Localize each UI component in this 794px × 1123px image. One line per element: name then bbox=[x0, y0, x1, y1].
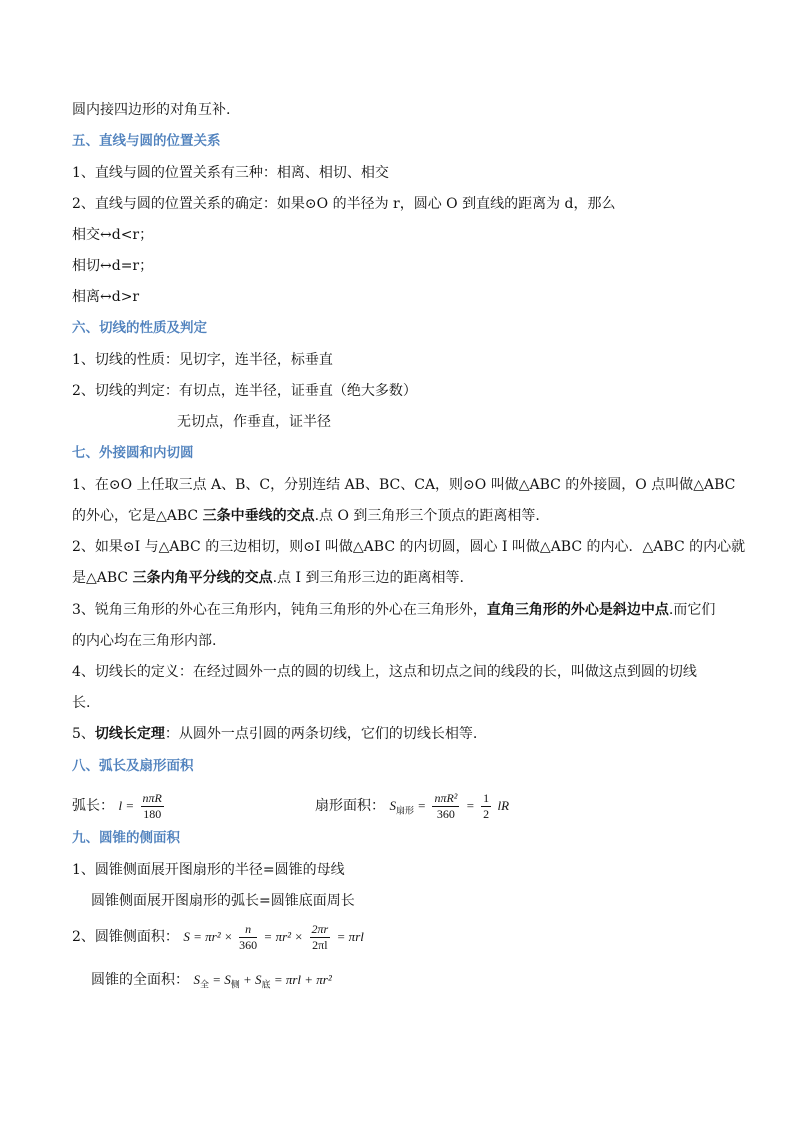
denominator: 180 bbox=[143, 806, 162, 821]
denominator: 360 bbox=[239, 937, 258, 952]
fraction bbox=[310, 922, 331, 953]
denominator: 360 bbox=[436, 806, 455, 821]
text-line bbox=[72, 724, 477, 744]
bold-text: 三条内角平分线的交点 bbox=[132, 570, 273, 586]
text-span: ：从圆外一点引圆的两条切线，它们的切线长相等. bbox=[164, 726, 478, 742]
math-text: + S bbox=[243, 972, 262, 987]
text-span: 的外心，它是△ABC bbox=[72, 508, 203, 524]
arc-length-formula bbox=[72, 790, 166, 822]
text-line: 2、直线与圆的位置关系的确定：如果⊙O 的半径为 r，圆心 O 到直线的距离为 d，那么 bbox=[72, 196, 616, 212]
sector-area-label: 扇形面积： bbox=[315, 798, 385, 814]
math-text: = S bbox=[212, 972, 231, 987]
sector-area-formula bbox=[315, 790, 509, 827]
text-line: 圆锥侧面展开图扇形的弧长=圆锥底面周长 bbox=[91, 893, 355, 909]
bold-text: 直角三角形的外心是斜边中点 bbox=[486, 602, 669, 618]
subscript: 扇形 bbox=[395, 805, 414, 816]
text-span: 5、 bbox=[72, 726, 95, 742]
text-line bbox=[72, 506, 540, 526]
text-line: 4、切线长的定义：在经过圆外一点的圆的切线上，这点和切点之间的线段的长，叫做这点到圆的切线 bbox=[72, 664, 697, 680]
bold-text: 切线长定理 bbox=[94, 726, 165, 742]
subscript: 侧 bbox=[230, 979, 240, 990]
text-line: 的内心均在三角形内部. bbox=[72, 633, 217, 649]
numerator: 1 bbox=[483, 790, 490, 805]
numerator: n bbox=[239, 922, 257, 938]
numerator: 2πr bbox=[311, 921, 329, 936]
math-text: l = bbox=[118, 798, 135, 813]
lateral-area-formula bbox=[72, 920, 364, 954]
math-text: = πrl + πr² bbox=[273, 972, 332, 987]
math-text bbox=[193, 972, 332, 990]
fraction bbox=[432, 791, 459, 822]
text-line: 2、如果⊙I 与△ABC 的三边相切，则⊙I 叫做△ABC 的内切圆，圆心 I 叫做△ABC 的内心．△ABC 的内心就 bbox=[72, 539, 746, 555]
text-line: 1、在⊙O 上任取三点 A、B、C，分别连结 AB、BC、CA，则⊙O 叫做△ABC 的外接圆，O 点叫做△ABC bbox=[72, 477, 736, 493]
text-line: 相切↔d=r； bbox=[72, 258, 154, 274]
text-span: .而它们 bbox=[668, 602, 716, 618]
math-symbol: S bbox=[389, 798, 396, 813]
text-line: 1、圆锥侧面展开图扇形的半径=圆锥的母线 bbox=[72, 862, 345, 878]
text-line bbox=[72, 600, 715, 620]
text-line: 1、直线与圆的位置关系有三种：相离、相切、相交 bbox=[72, 165, 389, 181]
math-text bbox=[389, 798, 426, 816]
math-text: lR bbox=[497, 798, 510, 813]
math-text: = πr² × bbox=[263, 929, 304, 944]
text-line: 1、切线的性质：见切字，连半径，标垂直 bbox=[72, 352, 333, 368]
fraction bbox=[141, 791, 164, 822]
text-span: 3、锐角三角形的外心在三角形内，钝角三角形的外心在三角形外， bbox=[72, 602, 487, 618]
section-heading-8: 八、弧长及扇形面积 bbox=[72, 758, 194, 774]
denominator: 2πl bbox=[312, 937, 328, 952]
lateral-area-label: 2、圆锥侧面积： bbox=[72, 929, 179, 945]
text-span: .点 I 到三角形三边的距离相等. bbox=[272, 570, 464, 586]
text-line bbox=[72, 568, 464, 588]
subscript: 底 bbox=[261, 979, 271, 990]
math-symbol: = bbox=[417, 798, 426, 813]
total-area-formula bbox=[91, 968, 332, 997]
total-area-label: 圆锥的全面积： bbox=[91, 972, 189, 988]
numerator: nπR² bbox=[434, 790, 458, 805]
text-span: .点 O 到三角形三个顶点的距离相等. bbox=[314, 508, 540, 524]
text-span: 是△ABC bbox=[72, 570, 133, 586]
section-heading-5: 五、直线与圆的位置关系 bbox=[72, 133, 221, 149]
math-text: = πrl bbox=[336, 929, 364, 944]
text-line: 圆内接四边形的对角互补. bbox=[72, 102, 231, 118]
text-line: 相离↔d>r bbox=[72, 289, 140, 305]
fraction bbox=[239, 922, 257, 953]
math-text: S = πr² × bbox=[183, 929, 233, 944]
text-line: 相交↔d<r； bbox=[72, 227, 154, 243]
math-symbol: = bbox=[465, 798, 475, 813]
denominator: 2 bbox=[483, 806, 490, 821]
arc-length-label: 弧长： bbox=[72, 798, 114, 814]
section-heading-9: 九、圆锥的侧面积 bbox=[72, 830, 180, 846]
text-line: 长. bbox=[72, 695, 91, 711]
math-symbol: S bbox=[193, 972, 200, 987]
section-heading-7: 七、外接圆和内切圆 bbox=[72, 445, 194, 461]
subscript: 全 bbox=[199, 979, 209, 990]
fraction bbox=[481, 791, 491, 822]
numerator: nπR bbox=[142, 790, 162, 805]
section-heading-6: 六、切线的性质及判定 bbox=[72, 320, 207, 336]
text-line: 2、切线的判定：有切点，连半径，证垂直（绝大多数） bbox=[72, 383, 417, 399]
bold-text: 三条中垂线的交点 bbox=[202, 508, 315, 524]
text-line: 无切点，作垂直，证半径 bbox=[177, 414, 331, 430]
